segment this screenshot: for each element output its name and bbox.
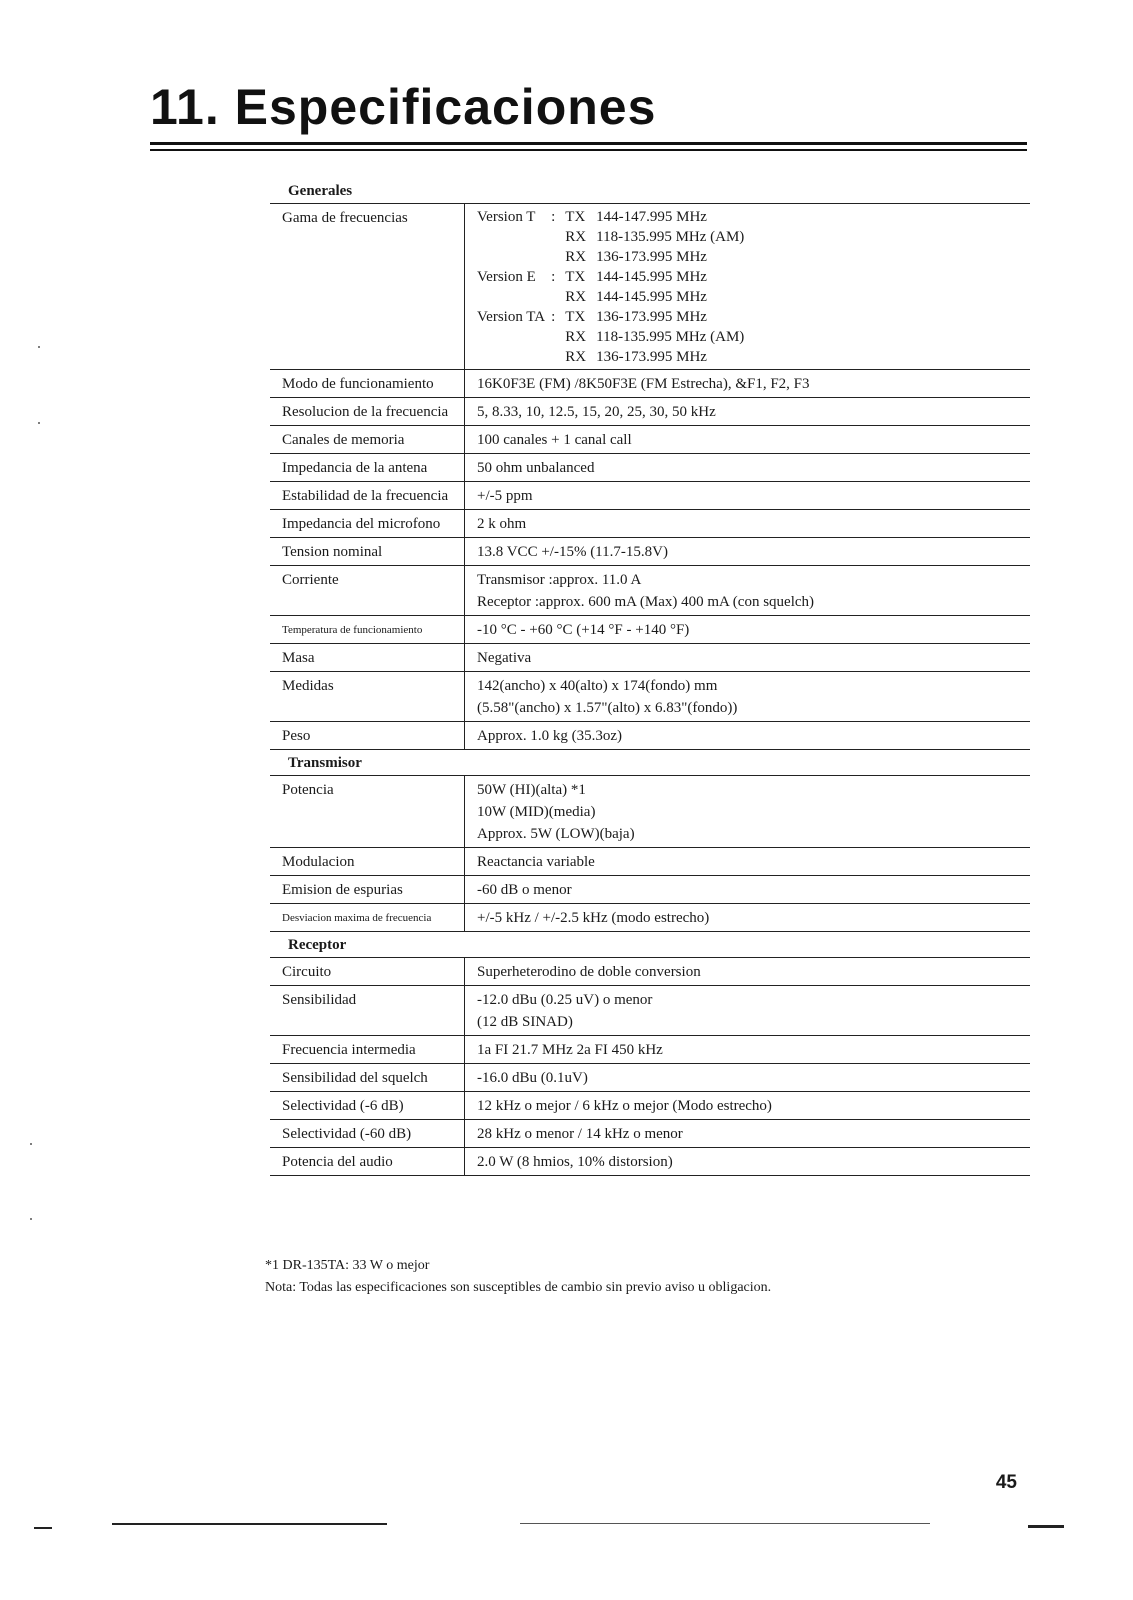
spec-values [465,904,1030,931]
frequency-range: 144-145.995 MHz [596,269,707,285]
scan-mark [520,1523,930,1524]
tx-rx-mode: RX [565,229,587,245]
spec-label: Frecuencia intermedia [270,1036,465,1063]
spec-values [465,722,1030,749]
separator: : [551,309,556,325]
scan-mark [1028,1525,1064,1528]
spec-row [270,672,1030,722]
scan-speck [38,422,40,424]
frequency-range-row [477,207,750,227]
spec-row [270,616,1030,644]
spec-row [270,454,1030,482]
spec-value: 50 ohm unbalanced [477,460,595,476]
spec-label: Tension nominal [270,538,465,565]
frequency-range-row [477,247,750,267]
frequency-range: 144-145.995 MHz [596,289,707,305]
spec-label: Medidas [270,672,465,721]
version-name [477,227,551,247]
page-title: 11. Especificaciones [150,79,657,135]
spec-value: Negativa [477,650,532,666]
version-name: Version TA [477,309,546,325]
separator [551,347,561,367]
scan-speck [30,1143,32,1145]
frequency-range: 144-147.995 MHz [596,209,707,225]
spec-value: Superheterodino de doble conversion [477,964,701,980]
spec-value: -12.0 dBu (0.25 uV) o menor [477,992,653,1008]
spec-values [465,426,1030,453]
spec-row [270,1064,1030,1092]
page-number: 45 [995,1472,1017,1493]
tx-rx-mode: TX [565,309,586,325]
spec-value: Transmisor :approx. 11.0 A [477,572,642,588]
frequency-range-table [477,207,750,367]
spec-label: Emision de espurias [270,876,465,903]
spec-row [270,538,1030,566]
spec-value: 2.0 W (8 hmios, 10% distorsion) [477,1154,673,1170]
spec-values [465,876,1030,903]
spec-value: 10W (MID)(media) [477,804,596,820]
frequency-range-row [477,327,750,347]
spec-label: Desviacion maxima de frecuencia [270,904,465,931]
frequency-range: 136-173.995 MHz [596,249,707,265]
spec-values [465,538,1030,565]
spec-row [270,776,1030,848]
spec-label: Modo de funcionamiento [270,370,465,397]
section-heading-row [270,178,1030,204]
section-heading: Receptor [288,937,347,953]
spec-row [270,204,1030,370]
spec-value: Reactancia variable [477,854,595,870]
spec-value: Receptor :approx. 600 mA (Max) 400 mA (con squelch) [477,594,815,610]
spec-row [270,370,1030,398]
spec-value: 12 kHz o mejor / 6 kHz o mejor (Modo estrecho) [477,1098,772,1114]
spec-row [270,876,1030,904]
spec-values [465,370,1030,397]
spec-label: Corriente [270,566,465,615]
spec-values [465,986,1030,1035]
spec-label: Impedancia de la antena [270,454,465,481]
spec-value: (5.58"(ancho) x 1.57"(alto) x 6.83"(fondo)) [477,700,738,716]
spec-values [465,1148,1030,1175]
spec-label: Modulacion [270,848,465,875]
spec-value: 50W (HI)(alta) *1 [477,782,586,798]
separator [551,287,561,307]
tx-rx-mode: TX [565,269,586,285]
section-heading-row [270,932,1030,958]
tx-rx-mode: RX [565,289,587,305]
spec-row [270,848,1030,876]
spec-values [465,1120,1030,1147]
spec-value: +/-5 kHz / +/-2.5 kHz (modo estrecho) [477,910,710,926]
version-name: Version E [477,269,536,285]
version-name [477,327,551,347]
spec-value: (12 dB SINAD) [477,1014,573,1030]
spec-value: 28 kHz o menor / 14 kHz o menor [477,1126,683,1142]
frequency-range-row [477,307,750,327]
spec-row [270,644,1030,672]
spec-value: Approx. 1.0 kg (35.3oz) [477,728,622,744]
frequency-range: 136-173.995 MHz [596,309,707,325]
spec-label: Resolucion de la frecuencia [270,398,465,425]
version-name [477,287,551,307]
tx-rx-mode: TX [565,209,586,225]
spec-row [270,1036,1030,1064]
spec-values [465,1092,1030,1119]
tx-rx-mode: RX [565,249,587,265]
scan-mark [112,1523,387,1525]
spec-label: Impedancia del microfono [270,510,465,537]
spec-label: Canales de memoria [270,426,465,453]
spec-values [465,776,1030,847]
spec-values [465,1064,1030,1091]
spec-label: Circuito [270,958,465,985]
spec-label: Sensibilidad [270,986,465,1035]
section-heading: Transmisor [288,755,362,771]
scan-speck [38,346,40,348]
spec-values [465,204,1030,369]
separator [551,247,561,267]
frequency-range-row [477,347,750,367]
frequency-range: 118-135.995 MHz (AM) [596,329,745,345]
tx-rx-mode: RX [565,349,587,365]
version-name: Version T [477,209,536,225]
spec-row [270,958,1030,986]
spec-label: Estabilidad de la frecuencia [270,482,465,509]
separator [551,327,561,347]
specifications-table [270,178,1030,1176]
spec-value: -16.0 dBu (0.1uV) [477,1070,588,1086]
spec-value: 142(ancho) x 40(alto) x 174(fondo) mm [477,678,718,694]
frequency-range-row [477,267,750,287]
spec-label: Selectividad (-60 dB) [270,1120,465,1147]
spec-values [465,848,1030,875]
frequency-range-row [477,227,750,247]
scan-mark [34,1527,52,1529]
spec-values [465,958,1030,985]
spec-row [270,986,1030,1036]
spec-value: 13.8 VCC +/-15% (11.7-15.8V) [477,544,668,560]
spec-values [465,398,1030,425]
spec-values [465,510,1030,537]
frequency-range: 136-173.995 MHz [596,349,707,365]
spec-label: Sensibilidad del squelch [270,1064,465,1091]
spec-row [270,1092,1030,1120]
spec-value: +/-5 ppm [477,488,533,504]
separator: : [551,269,556,285]
spec-row [270,566,1030,616]
section-heading-row [270,750,1030,776]
spec-value: 16K0F3E (FM) /8K50F3E (FM Estrecha), &F1, F2, F3 [477,376,810,392]
frequency-range-row [477,287,750,307]
version-name [477,247,551,267]
spec-label: Potencia del audio [270,1148,465,1175]
footnotes [265,1255,1025,1299]
spec-values [465,644,1030,671]
spec-row [270,482,1030,510]
spec-row [270,426,1030,454]
spec-label: Peso [270,722,465,749]
spec-row [270,510,1030,538]
spec-values [465,672,1030,721]
spec-row [270,1120,1030,1148]
spec-value: -10 °C - +60 °C (+14 °F - +140 °F) [477,622,690,638]
spec-values [465,566,1030,615]
spec-value: 2 k ohm [477,516,527,532]
spec-row [270,722,1030,750]
footnote-nota: Nota: Todas las especificaciones son susceptibles de cambio sin previo aviso u obligacion. [265,1280,772,1295]
spec-values [465,454,1030,481]
separator: : [551,209,556,225]
footnote-1: *1 DR-135TA: 33 W o mejor [265,1258,430,1273]
spec-row [270,398,1030,426]
spec-value: -60 dB o menor [477,882,572,898]
spec-value: 1a FI 21.7 MHz 2a FI 450 kHz [477,1042,663,1058]
spec-label: Gama de frecuencias [270,204,465,369]
separator [551,227,561,247]
spec-value: 100 canales + 1 canal call [477,432,632,448]
version-name [477,347,551,367]
spec-label: Selectividad (-6 dB) [270,1092,465,1119]
spec-values [465,1036,1030,1063]
spec-row [270,904,1030,932]
frequency-range: 118-135.995 MHz (AM) [596,229,745,245]
spec-value: 5, 8.33, 10, 12.5, 15, 20, 25, 30, 50 kHz [477,404,716,420]
spec-label: Potencia [270,776,465,847]
section-heading: Generales [288,183,353,199]
spec-label: Temperatura de funcionamiento [270,616,465,643]
spec-label: Masa [270,644,465,671]
spec-values [465,616,1030,643]
spec-value: Approx. 5W (LOW)(baja) [477,826,635,842]
tx-rx-mode: RX [565,329,587,345]
title-underline [150,142,1027,151]
spec-row [270,1148,1030,1176]
spec-values [465,482,1030,509]
scan-speck [30,1218,32,1220]
